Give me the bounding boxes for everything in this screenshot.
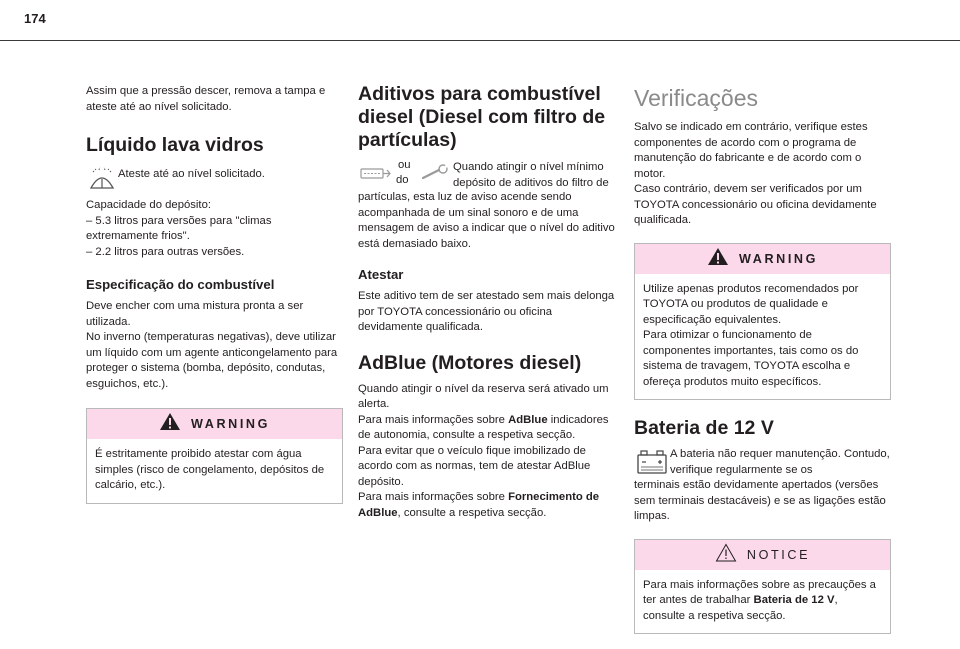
battery-text: terminais estão devidamente apertados (versões sem terminais destacáveis) e se as ligações estão limpas. xyxy=(634,479,886,522)
warning-box-2-body xyxy=(635,274,890,400)
capacity-label: Capacidade do depósito: xyxy=(86,199,211,211)
notice-triangle-icon xyxy=(715,543,737,567)
topup-heading: Atestar xyxy=(358,267,404,282)
notice-text-link: Bateria de 12 V xyxy=(753,594,835,606)
column-2 xyxy=(358,83,615,521)
warning-2-paragraph-1: Utilize apenas produtos recomendados por TOYOTA ou produtos de qualidade e especificação equivalentes. xyxy=(643,282,859,326)
notice-title: NOTICE xyxy=(746,547,811,562)
warning-2-paragraph-2: Para otimizar o funcionamento de componentes importantes, tais como os do sistema de travagem, TOYOTA escolha e ofereça produtos muito específicos. xyxy=(643,329,859,388)
warning-box-1-header xyxy=(87,409,342,439)
warning-triangle-icon xyxy=(707,247,729,271)
notice-text-post: , consulte a respetiva secção. xyxy=(643,594,838,622)
checks-paragraph-1: Salvo se indicado em contrário, verifique estes componentes de acordo com o programa de manutenção do fabricante e de acordo com o motor. xyxy=(634,121,868,180)
adblue-paragraph-1: Quando atingir o nível da reserva será ativado um alerta. xyxy=(358,382,609,410)
washer-icon-row xyxy=(86,164,343,194)
column-3 xyxy=(634,85,891,634)
do-label: do xyxy=(396,174,409,186)
column-1 xyxy=(86,84,343,504)
notice-text-pre: Para mais informações sobre as precauções a ter antes de trabalhar xyxy=(643,578,876,606)
checks-heading: Verificações xyxy=(634,85,759,111)
fuel-spec-line-1: Deve encher com uma mistura pronta a ser utilizada. xyxy=(86,300,304,328)
warning-box-2-header xyxy=(635,244,890,274)
warning-box-1 xyxy=(86,408,343,504)
capacity-item-2: – 2.2 litros para outras versões. xyxy=(86,245,245,258)
warning-box-2 xyxy=(634,243,891,401)
battery-heading: Bateria de 12 V xyxy=(634,417,774,439)
notice-box-body xyxy=(635,570,890,634)
ou-label: ou xyxy=(398,159,411,171)
battery-icon xyxy=(634,447,670,477)
battery-side-text: A bateria não requer manutenção. Contudo, verifique regularmente se os xyxy=(670,448,890,476)
warning-triangle-icon xyxy=(159,412,181,436)
adblue-heading: AdBlue (Motores diesel) xyxy=(358,351,582,374)
washer-icon-text: Ateste até ao nível solicitado. xyxy=(118,168,265,180)
notice-box xyxy=(634,539,891,635)
warning-text: É estritamente proibido atestar com água simples (risco de congelamento, depósitos de calcário, etc.). xyxy=(95,448,325,491)
additives-heading: Aditivos para combustível diesel (Diesel com filtro de partículas) xyxy=(358,83,606,151)
checks-paragraph-2: Caso contrário, devem ser verificados por um TOYOTA concessionário ou oficina devidamente qualificada. xyxy=(634,183,877,226)
fuel-additive-light-icon xyxy=(360,165,392,186)
adblue-p2-pre: Para mais informações sobre xyxy=(358,413,509,426)
adblue-p4-post: , consulte a respetiva secção. xyxy=(397,506,547,519)
warning-box-1-body xyxy=(87,439,342,503)
header-rule xyxy=(0,40,960,41)
warning-title: WARNING xyxy=(738,251,819,266)
intro-paragraph: Assim que a pressão descer, remova a tampa e ateste até ao nível solicitado. xyxy=(86,85,326,113)
warning-title: WARNING xyxy=(190,417,271,431)
washer-heading: Líquido lava vidros xyxy=(86,134,264,156)
page-number: 174 xyxy=(24,11,46,26)
adblue-paragraph-2 xyxy=(358,413,615,444)
adblue-p4-pre: Para mais informações sobre xyxy=(358,491,509,503)
fuel-spec-heading: Especificação do combustível xyxy=(86,277,275,292)
additives-side-text: Quando atingir o nível mínimo depósito de aditivos do filtro de xyxy=(453,161,609,189)
windscreen-washer-icon xyxy=(86,164,118,194)
service-wrench-icon xyxy=(421,164,451,187)
notice-text xyxy=(643,578,882,625)
adblue-paragraph-3: Para evitar que o veículo fique imobilizado de acordo com as normas, tem de atestar AdBlue depósito. xyxy=(358,444,591,488)
adblue-paragraph-4 xyxy=(358,490,615,521)
battery-icon-row xyxy=(634,447,891,478)
notice-box-header xyxy=(635,540,890,570)
additives-text: partículas, esta luz de aviso acende sendo acompanhada de um sinal sonoro e de uma mensagem de aviso a indicar que o nível do aditivo está demasiado baixo. xyxy=(358,191,615,250)
adblue-p4-link: Fornecimento de AdBlue xyxy=(358,491,600,519)
fuel-spec-line-2: No inverno (temperaturas negativas), deve utilizar um líquido com um agente anticongelamento para proteger o sistema (bomba, depósito, condutas, esguichos, etc.). xyxy=(86,331,338,390)
adblue-p2-post: indicadores de autonomia, consulte a respetiva secção. xyxy=(358,413,609,441)
topup-text: Este aditivo tem de ser atestado sem mais delonga por TOYOTA concessionário ou oficina devidamente qualificada. xyxy=(358,290,615,333)
adblue-p2-link: AdBlue xyxy=(508,413,548,426)
capacity-item-1: – 5.3 litros para versões para "climas extremamente frios". xyxy=(86,214,272,242)
additives-icon-row xyxy=(358,160,615,190)
